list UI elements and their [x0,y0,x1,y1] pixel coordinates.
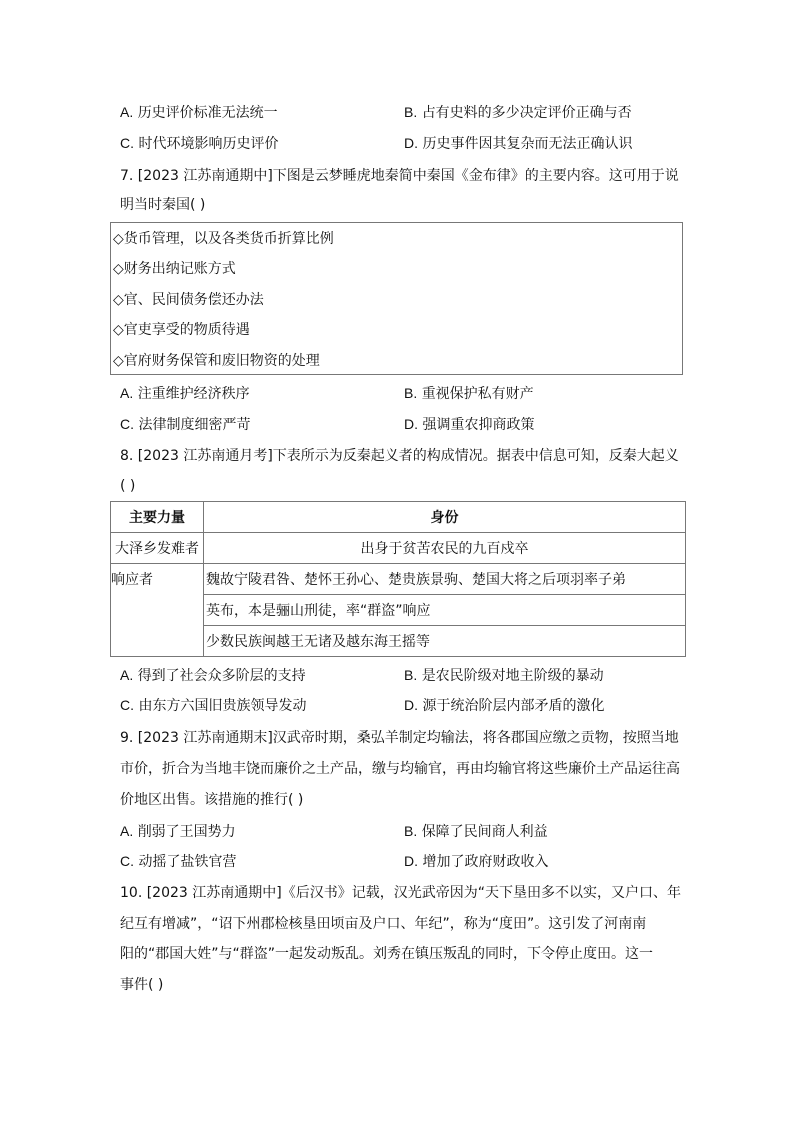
option-text: 削弱了王国势力 [137,824,236,840]
q7-option-d[interactable] [404,414,534,435]
q10-stem-line3: 阳的“郡国大姓”与“群盗”一起发动叛乱。刘秀在镇压叛乱的同时，下令停止度田。这一 [120,946,654,962]
table-row [111,533,686,564]
option-label: A. [120,667,134,683]
cell-responders: 响应者 [111,564,204,657]
option-label: A. [120,823,134,839]
option-label: C. [120,416,134,432]
q7-option-c[interactable] [120,414,250,435]
q9-option-d[interactable] [404,851,548,872]
option-label: D. [404,416,418,432]
option-label: A. [120,385,134,401]
q7-content-box [110,222,683,375]
q6-option-c[interactable] [120,133,278,154]
q9-option-c[interactable] [120,851,236,872]
q8-option-a[interactable] [120,665,306,686]
box-item: ◇官、民间债务偿还办法 [113,292,264,308]
q7-option-b[interactable] [404,383,534,404]
option-label: C. [120,853,134,869]
q6-option-b[interactable] [404,102,632,123]
option-label: B. [404,667,418,683]
option-text: 历史事件因其复杂而无法正确认识 [422,136,633,152]
option-text: 法律制度细密严苛 [138,417,251,433]
q7-stem-line1: 7. [2023 江苏南通期中]下图是云梦睡虎地秦简中秦国《金布律》的主要内容。这可用于说 [120,168,679,184]
table-header-row [111,502,686,533]
q9-stem-line3: 价地区出售。该措施的推行( ) [120,792,304,808]
option-label: B. [404,385,418,401]
option-text: 由东方六国旧贵族领导发动 [138,698,307,714]
option-text: 重视保护私有财产 [421,386,534,402]
q9-option-a[interactable] [120,821,236,842]
table-row [111,564,686,595]
cell-responder-item: 英布，本是骊山刑徒，率“群盗”响应 [204,595,686,626]
option-text: 占有史料的多少决定评价正确与否 [421,105,632,121]
header-identity: 身份 [204,502,686,533]
cell-daze-rebels: 大泽乡发难者 [111,533,204,564]
q8-option-c[interactable] [120,695,306,716]
q8-stem-line1: 8. [2023 江苏南通月考]下表所示为反秦起义者的构成情况。据表中信息可知，反秦大起义 [120,448,679,464]
box-item: ◇财务出纳记账方式 [113,261,236,277]
option-text: 强调重农抑商政策 [422,417,535,433]
option-label: B. [404,823,418,839]
q6-option-d[interactable] [404,133,632,154]
q10-stem-line1: 10. [2023 江苏南通期中]《后汉书》记载，汉光武帝因为“天下垦田多不以实，又户口、年 [120,885,681,901]
q7-stem-line2: 明当时秦国( ) [120,197,206,213]
option-text: 增加了政府财政收入 [422,854,549,870]
option-text: 历史评价标准无法统一 [137,105,278,121]
cell-daze-identity: 出身于贫苦农民的九百戍卒 [204,533,686,564]
q10-stem-line2: 纪互有增减”，“诏下州郡检核垦田顷亩及户口、年纪”，称为“度田”。这引发了河南南 [120,916,647,932]
q9-stem-line2: 市价，折合为当地丰饶而廉价之土产品，缴与均输官，再由均输官将这些廉价土产品运往高 [120,761,680,777]
box-item: ◇官吏享受的物质待遇 [113,322,250,338]
option-label: A. [120,104,134,120]
option-label: C. [120,697,134,713]
option-text: 得到了社会众多阶层的支持 [137,668,306,684]
cell-responder-item: 魏故宁陵君咎、楚怀王孙心、楚贵族景驹、楚国大将之后项羽率子弟 [204,564,686,595]
q6-option-a[interactable] [120,102,278,123]
q9-option-b[interactable] [404,821,548,842]
option-text: 是农民阶级对地主阶级的暴动 [421,668,604,684]
q8-stem-line2: ( ) [120,478,136,494]
q8-option-d[interactable] [404,695,604,716]
option-text: 源于统治阶层内部矛盾的激化 [422,698,605,714]
option-label: C. [120,135,134,151]
cell-responder-item: 少数民族闽越王无诸及越东海王摇等 [204,626,686,657]
option-text: 动摇了盐铁官营 [138,854,237,870]
header-main-force: 主要力量 [111,502,204,533]
option-text: 时代环境影响历史评价 [138,136,279,152]
q7-option-a[interactable] [120,383,250,404]
option-label: B. [404,104,418,120]
q9-stem-line1: 9. [2023 江苏南通期末]汉武帝时期，桑弘羊制定均输法，将各郡国应缴之贡物，按照当地 [120,730,679,746]
q8-option-b[interactable] [404,665,604,686]
box-item: ◇官府财务保管和废旧物资的处理 [113,353,320,369]
option-label: D. [404,853,418,869]
option-label: D. [404,135,418,151]
box-item: ◇货币管理，以及各类货币折算比例 [113,231,334,247]
option-text: 保障了民间商人利益 [421,824,548,840]
option-text: 注重维护经济秩序 [137,386,250,402]
q8-table [110,501,686,657]
option-label: D. [404,697,418,713]
q10-stem-line4: 事件( ) [120,977,164,993]
